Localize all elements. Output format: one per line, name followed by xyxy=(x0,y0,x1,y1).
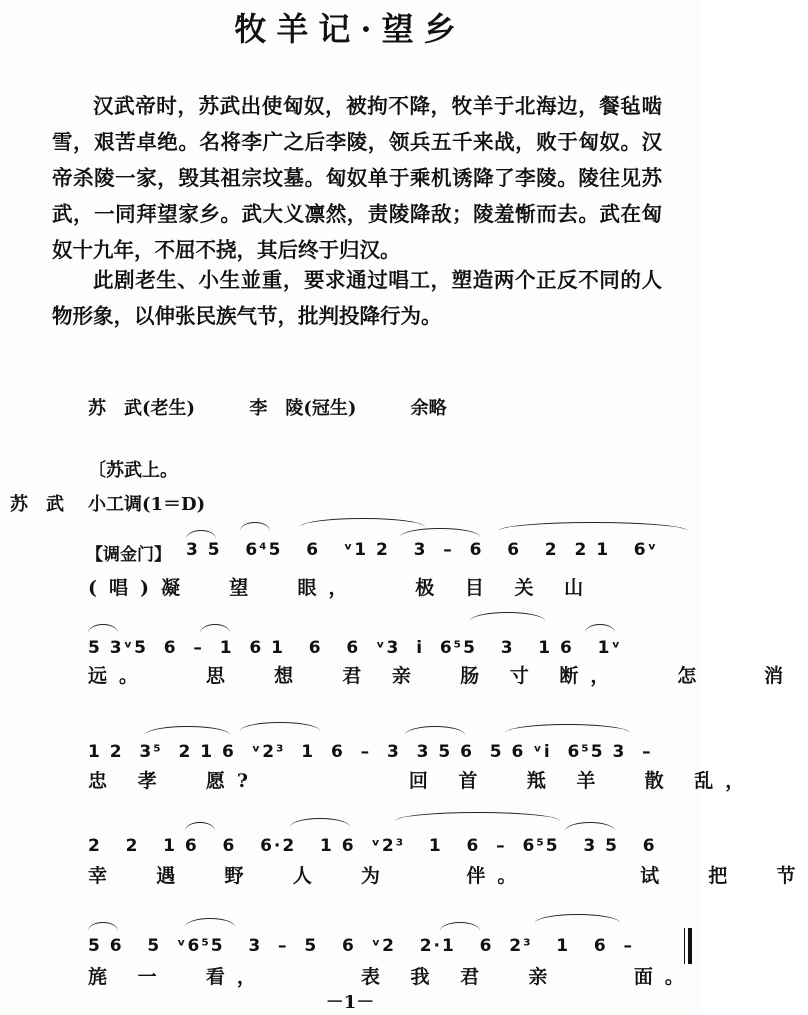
lyrics-row-5: 旄 一 看， 表 我 君 亲 面。 xyxy=(88,966,696,988)
slur-mark xyxy=(290,818,350,827)
role-li-ling: 李 陵(冠生) xyxy=(249,398,357,419)
slur-mark xyxy=(300,518,425,527)
slur-mark xyxy=(145,726,230,735)
tune-label: 【调金门】 xyxy=(86,545,171,565)
slur-mark xyxy=(400,528,480,537)
slur-mark xyxy=(498,522,688,531)
slur-mark xyxy=(565,822,615,831)
slur-mark xyxy=(440,922,480,931)
slur-mark xyxy=(470,612,545,621)
slur-mark xyxy=(185,822,215,831)
slur-mark xyxy=(395,812,560,821)
page-title: 牧羊记·望乡 xyxy=(234,10,466,48)
slur-mark xyxy=(240,722,320,731)
slur-mark xyxy=(200,624,230,633)
intro-paragraph-2: 此剧老生、小生並重，要求通过唱工，塑造两个正反不同的人物形象，以伸张民族气节，批判投降行为。 xyxy=(52,268,662,328)
notation-row-5: 5 6 5 ᵛ6⁵5 3 – 5 6 ᵛ2 2·1 6 2³ 1 6 – xyxy=(88,936,635,956)
slur-mark xyxy=(505,724,630,733)
role-su-wu: 苏 武(老生) xyxy=(88,398,196,419)
final-barline xyxy=(684,928,693,964)
key-signature: 小工调(1＝D) xyxy=(88,494,206,515)
lyrics-row-4: 幸 遇 野 人 为 伴。 试 把 节 xyxy=(88,865,808,887)
slur-mark xyxy=(240,522,270,531)
intro-paragraph-1: 汉武帝时，苏武出使匈奴，被拘不降，牧羊于北海边，餐毡啮雪，艰苦卓绝。名将李广之后李陵，领兵五千来战，败于匈奴。汉帝杀陵一家，毁其祖宗坟墓。匈奴单于乘机诱降了李陵。陵往见苏武，一同拜望家乡。武大义凛然，责陵降敌；陵羞惭而去。武在匈奴十九年，不屈不挠，其后终于归汉。 xyxy=(52,94,662,262)
lyrics-row-3: 忠 孝 愿? 回 首 羝 羊 散 乱， xyxy=(88,770,757,792)
page-number: －1－ xyxy=(325,992,375,1013)
slur-mark xyxy=(185,918,235,927)
stage-direction: 〔苏武上。 xyxy=(88,460,178,481)
slur-mark xyxy=(585,624,615,633)
role-list xyxy=(88,394,495,420)
notation-row-3: 1 2 3⁵ 2 1 6 ᵛ2³ 1 6 – 3 3 5 6 5 6 ᵛi 6⁵5 3 – xyxy=(88,742,653,762)
slur-mark xyxy=(535,914,620,923)
slur-mark xyxy=(186,530,216,539)
slur-mark xyxy=(88,624,118,633)
singer-name: 苏 武 xyxy=(10,494,64,515)
slur-mark xyxy=(405,726,465,735)
notation-row-2: 5 3ᵛ5 6 – 1 6 1 6 6 ᵛ3 i 6⁵5 3 1 6 1ᵛ xyxy=(88,638,622,658)
slur-mark xyxy=(88,922,118,931)
role-others: 余略 xyxy=(410,398,447,419)
notation-row-1: 3 5 6⁴5 6 ᵛ1 2 3 – 6 6 2 2 1 6ᵛ xyxy=(186,540,659,560)
lyrics-row-1: (唱)凝 望 眼， 极 目 关 山 xyxy=(88,577,596,599)
notation-row-4: 2 2 1 6 6 6·2 1 6 ᵛ2³ 1 6 – 6⁵5 3 5 6 xyxy=(88,836,657,856)
lyrics-row-2: 远。 思 想 君 亲 肠 寸 断， 怎 消 xyxy=(88,665,796,687)
